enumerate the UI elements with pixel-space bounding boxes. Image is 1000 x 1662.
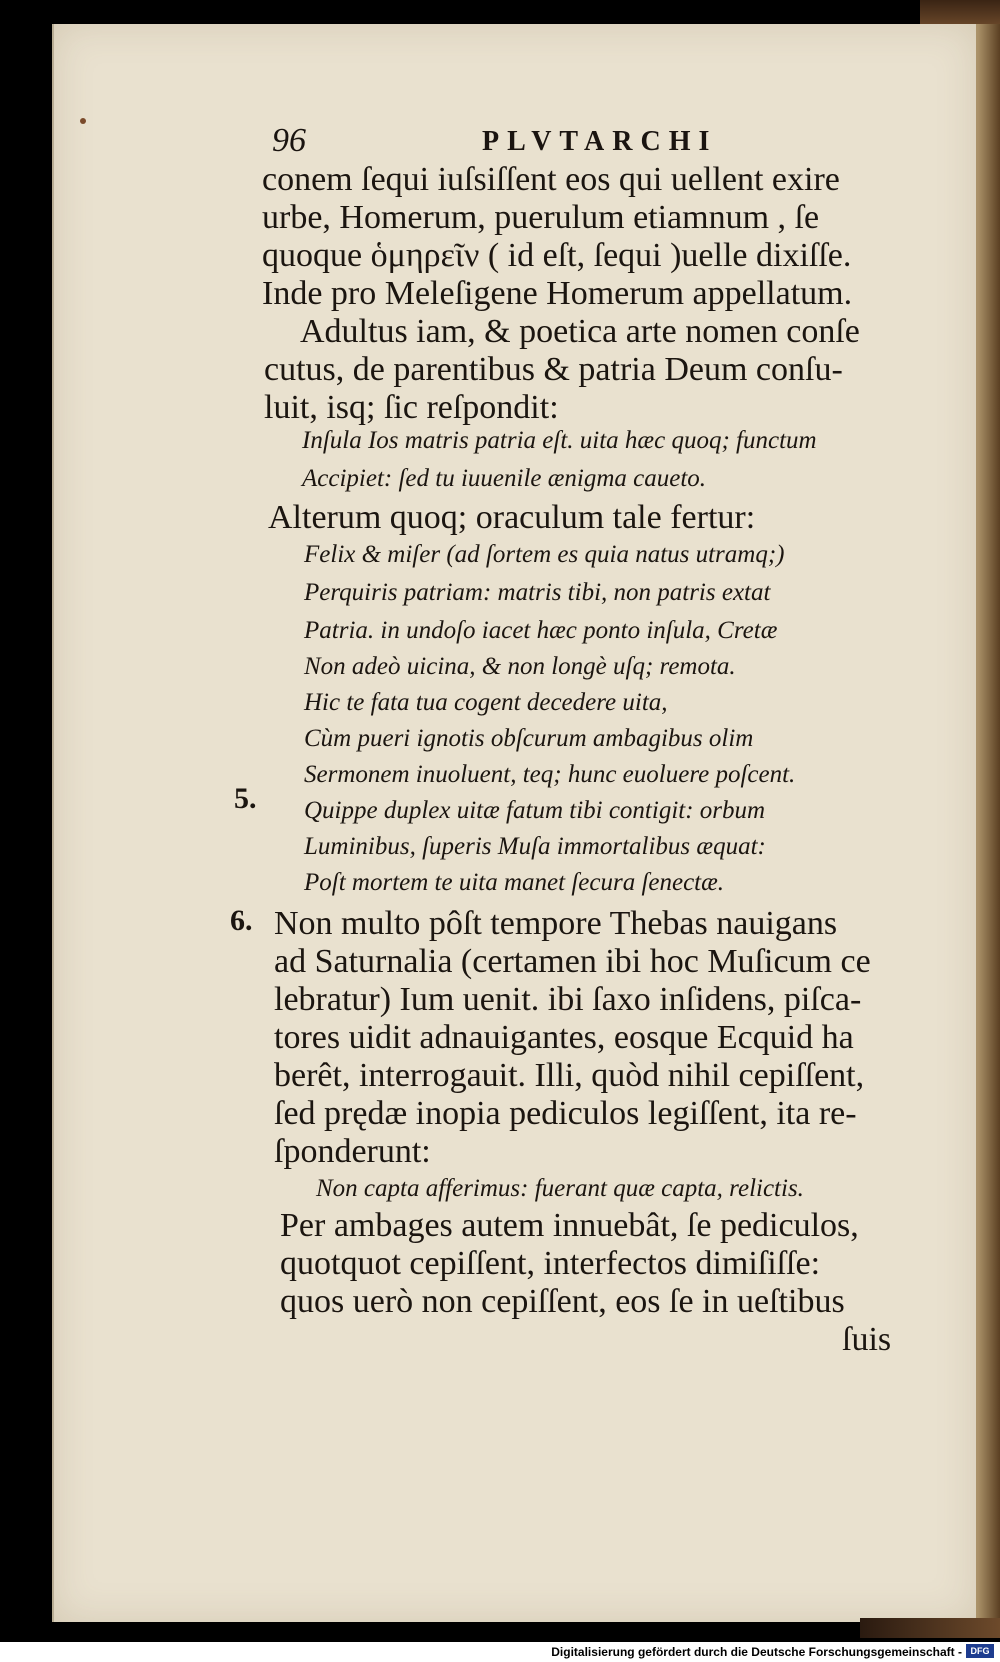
- verse-line: Accipiet: ſed tu iuuenile ænigma caueto.: [302, 465, 707, 492]
- running-head: PLVTARCHI: [482, 126, 718, 157]
- text-line: Adultus iam, & poetica arte nomen conſe: [300, 313, 860, 350]
- verse-line: Quippe duplex uitæ fatum tibi contigit: orbum: [304, 797, 766, 824]
- text-line: Per ambages autem innuebât, ſe pediculos,: [280, 1207, 859, 1244]
- verse-line: Hic te fata tua cogent decedere uita,: [304, 689, 668, 716]
- text-line: conem ſequi iuſsiſſent eos qui uellent exire: [262, 161, 840, 198]
- catchword: ſuis: [842, 1321, 892, 1358]
- book-edge-bottom: [860, 1618, 1000, 1638]
- verse-line: Non adeò uicina, & non longè uſq; remota.: [304, 653, 736, 680]
- text-line: lebratur) Ium uenit. ibi ſaxo inſidens, piſca-: [274, 981, 862, 1018]
- text-line: urbe, Homerum, puerulum etiamnum , ſe: [262, 199, 820, 236]
- text-line: ad Saturnalia (certamen ibi hoc Muſicum ce: [274, 943, 871, 980]
- text-line: quotquot cepiſſent, interfectos dimiſiſſe:: [280, 1245, 821, 1282]
- verse-line: Luminibus, ſuperis Muſa immortalibus æquat:: [304, 833, 766, 860]
- text-line: quoque ὁμηρεῖν ( id eſt, ſequi )uelle dixiſſe.: [262, 237, 852, 274]
- footer-bar: [0, 1642, 1000, 1662]
- marginal-number: 6.: [230, 904, 253, 937]
- verse-line: Cùm pueri ignotis obſcurum ambagibus olim: [304, 725, 754, 752]
- text-line: Non multo pôſt tempore Thebas nauigans: [274, 905, 838, 942]
- verse-line: Patria. in undoſo iacet hæc ponto inſula, Cretæ: [304, 617, 778, 644]
- page-number: 96: [272, 122, 306, 159]
- verse-line: Poſt mortem te uita manet ſecura ſenectæ.: [304, 869, 725, 896]
- text-line: quos uerò non cepiſſent, eos ſe in ueſtibus: [280, 1283, 845, 1320]
- ink-spot: [80, 118, 86, 124]
- verse-line: Non capta afferimus: fuerant quæ capta, relictis.: [316, 1175, 804, 1202]
- verse-line: Sermonem inuoluent, teq; hunc euoluere poſcent.: [304, 761, 796, 788]
- verse-line: Felix & miſer (ad ſortem es quia natus utramq;): [304, 541, 785, 568]
- text-line: luit, isq; ſic reſpondit:: [264, 389, 559, 426]
- footer-credit: Digitalisierung gefördert durch die Deutsche Forschungsgemeinschaft -: [551, 1645, 962, 1659]
- text-line: Alterum quoq; oraculum tale fertur:: [268, 499, 756, 536]
- verse-line: Inſula Ios matris patria eſt. uita hæc quoq; functum: [302, 427, 817, 454]
- text-line: ſed prędæ inopia pediculos legiſſent, ita re-: [274, 1095, 857, 1132]
- text-line: Inde pro Meleſigene Homerum appellatum.: [262, 275, 853, 312]
- marginal-number: 5.: [234, 782, 257, 815]
- text-line: ſponderunt:: [274, 1133, 431, 1170]
- text-line: tores uidit adnauigantes, eosque Ecquid ha: [274, 1019, 854, 1056]
- text-line: cutus, de parentibus & patria Deum conſu-: [264, 351, 843, 388]
- verse-line: Perquiris patriam: matris tibi, non patris extat: [304, 579, 771, 606]
- text-line: berêt, interrogauit. Illi, quòd nihil cepiſſent,: [274, 1057, 865, 1094]
- dfg-logo: DFG: [966, 1644, 994, 1658]
